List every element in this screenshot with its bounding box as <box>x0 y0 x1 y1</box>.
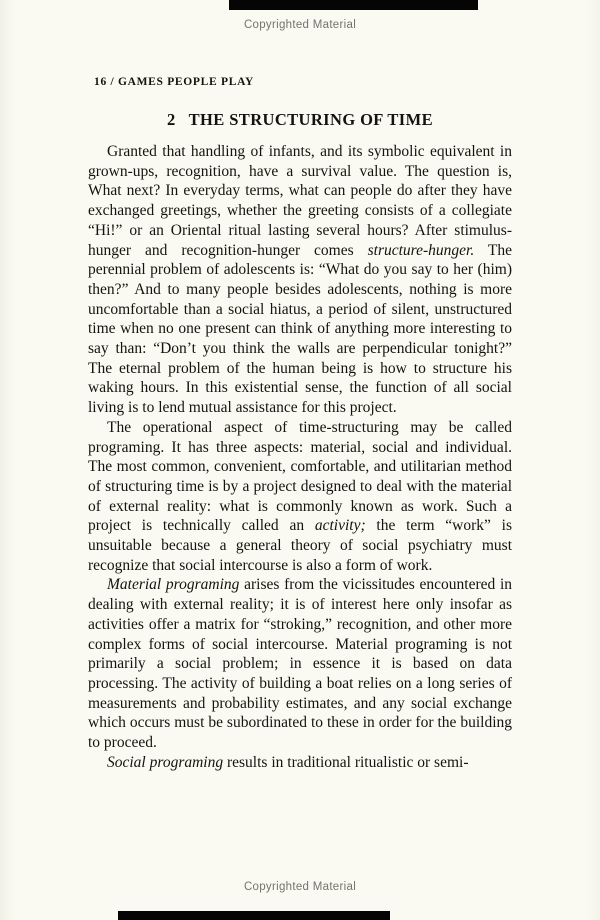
copyright-watermark-top: Copyrighted Material <box>243 19 357 31</box>
page-content <box>88 0 512 773</box>
chapter-number: 2 <box>166 110 176 129</box>
running-header: 16 / GAMES PEOPLE PLAY <box>94 76 255 88</box>
paragraph: Granted that handling of infants, and its symbolic equivalent in grown-ups, recognition, have a survival value. The question is, What next? In everyday terms, what can people do after they have exchanged greetings, whether the greeting consists of a collegiate “Hi!” or an Oriental ritual lasting several hours? After stimulus-hunger and recognition-hunger comes structure-hunger. The perennial problem of adolescents is: “What do you say to her (him) then?” And to many people besides adolescents, nothing is more uncomfortable than a social hiatus, a period of silent, unstructured time when no one present can think of anything more interesting to say than: “Don’t you think the walls are perpendicular tonight?” The eternal problem of the human being is how to structure his waking hours. In this existential sense, the function of all social living is to lend mutual assistance for this project. <box>88 143 512 417</box>
paragraph: The operational aspect of time-structuring may be called programing. It has three aspects: material, social and individual. The most common, convenient, comfortable, and utilitarian method of structuring time is by a project designed to deal with the material of external reality: what is commonly known as work. Such a project is technically called an activity; the term “work” is unsuitable because a general theory of social psychiatry must recognize that social intercourse is also a form of work. <box>88 418 512 574</box>
paragraph: Social programing results in traditional ritualistic or semi- <box>107 753 469 771</box>
paragraph: Material programing arises from the vicissitudes encountered in dealing with external reality; it is of interest here only insofar as activities offer a matrix for “stroking,” recognition, and other more complex forms of social intercourse. Material programing is not primarily a social problem; in essence it is based on data processing. The activity of building a boat relies on a long series of measurements and probability estimates, and any social exchange which occurs must be subordinated to these in order for the building to proceed. <box>88 576 513 752</box>
body-text <box>88 142 512 773</box>
chapter-heading <box>88 110 512 130</box>
chapter-title-text: THE STRUCTURING OF TIME <box>188 110 434 129</box>
bottom-black-bar <box>118 911 390 920</box>
copyright-watermark-bottom: Copyrighted Material <box>243 881 357 893</box>
